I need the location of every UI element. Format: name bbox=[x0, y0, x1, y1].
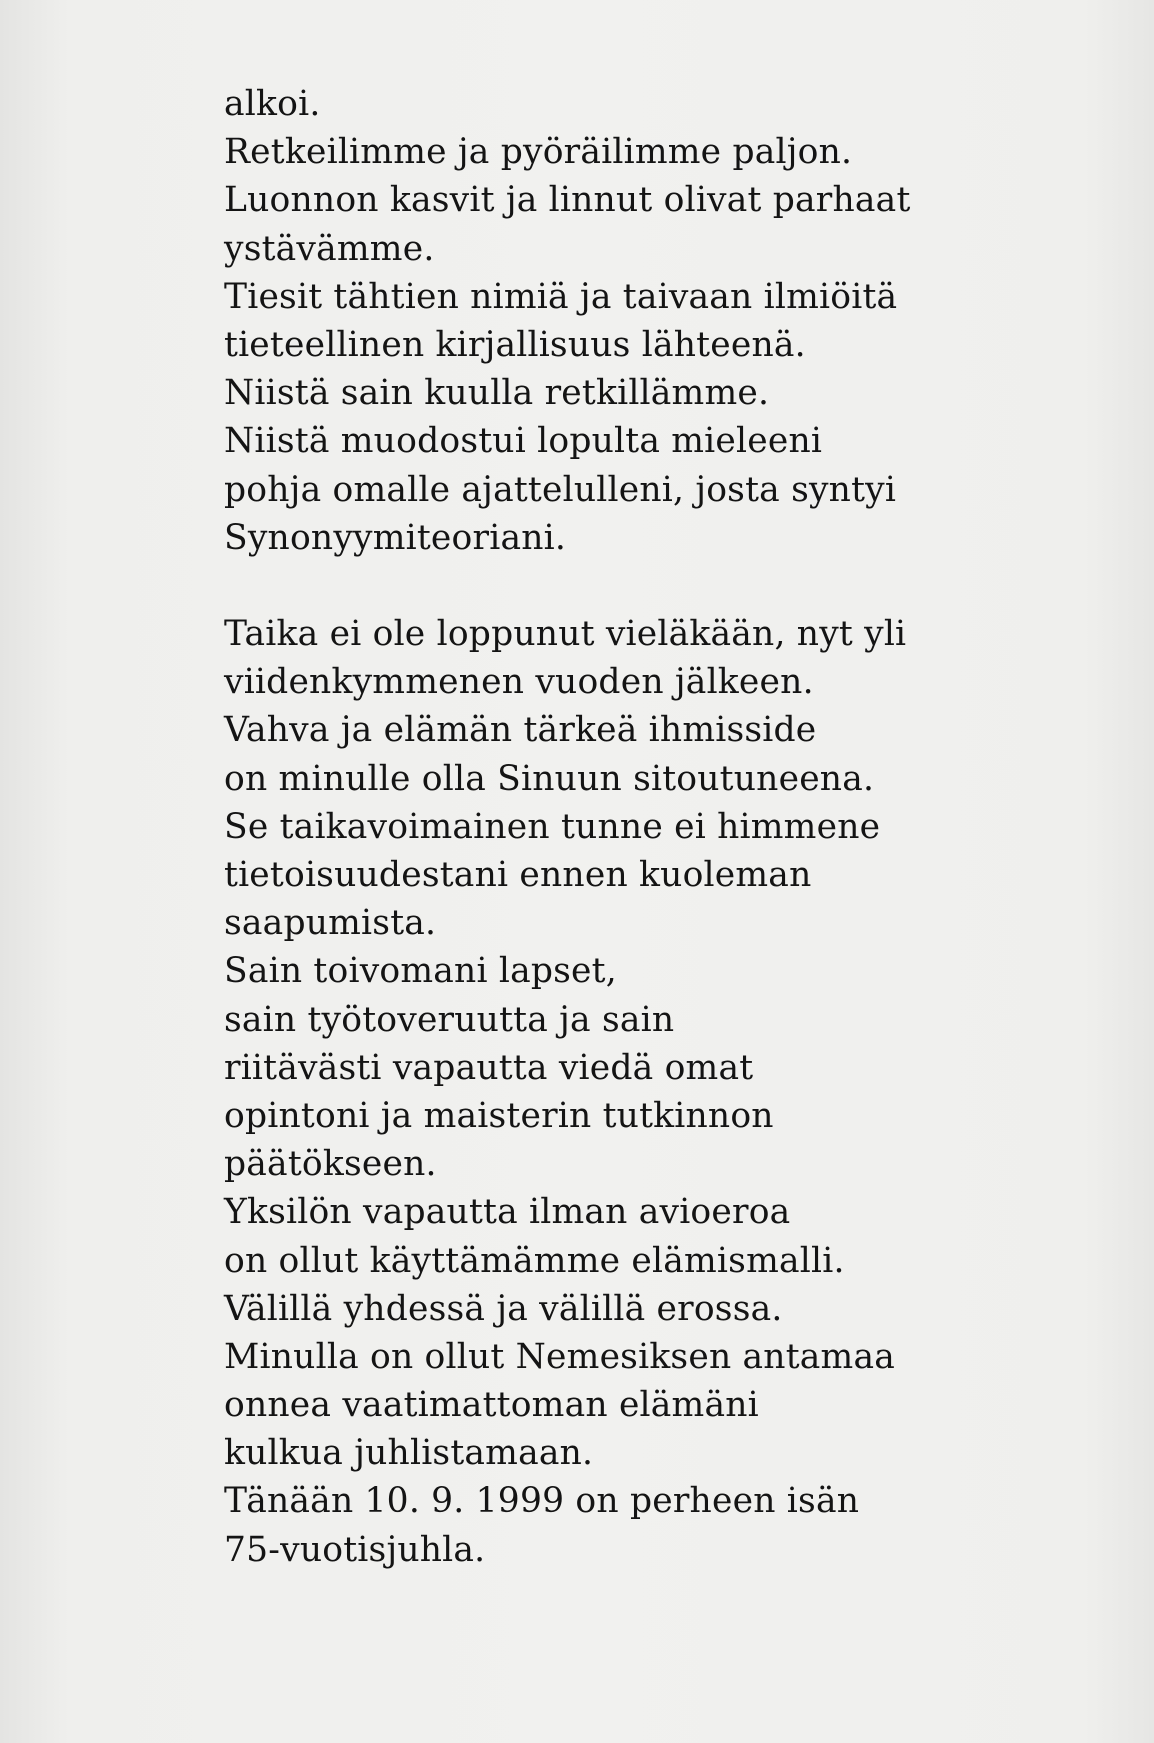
text-line: Tiesit tähtien nimiä ja taivaan ilmiöitä bbox=[224, 276, 898, 317]
text-line: Retkeilimme ja pyöräilimme paljon. bbox=[224, 132, 853, 173]
text-line: tietoisuudestani ennen kuoleman bbox=[224, 855, 812, 895]
text-line: Sain toivomani lapset, bbox=[224, 951, 617, 992]
text-line: sain työtoveruutta ja sain bbox=[224, 999, 675, 1040]
text-line: Tänään 10. 9. 1999 on perheen isän bbox=[224, 1481, 860, 1522]
text-line: on minulle olla Sinuun sitoutuneena. bbox=[224, 758, 875, 799]
text-line: Vahva ja elämän tärkeä ihmisside bbox=[224, 710, 817, 751]
text-line: 75-vuotisjuhla. bbox=[224, 1529, 486, 1570]
text-line: ystävämme. bbox=[224, 228, 435, 269]
text-line: päätökseen. bbox=[224, 1144, 437, 1185]
text-line: on ollut käyttämämme elämismalli. bbox=[224, 1240, 845, 1281]
text-line: Niistä sain kuulla retkillämme. bbox=[224, 373, 770, 414]
text-line: Minulla on ollut Nemesiksen antamaa bbox=[224, 1336, 896, 1377]
text-line: Se taikavoimainen tunne ei himmene bbox=[224, 806, 881, 847]
text-line: Niistä muodostui lopulta mieleeni bbox=[224, 421, 823, 462]
text-line: viidenkymmenen vuoden jälkeen. bbox=[224, 662, 814, 703]
text-line: Synonyymiteoriani. bbox=[224, 517, 567, 558]
poem-text bbox=[224, 80, 1024, 1574]
text-line: alkoi. bbox=[224, 84, 321, 124]
stanza-1 bbox=[224, 80, 1024, 562]
text-line: saapumista. bbox=[224, 903, 437, 944]
text-line: riitävästi vapautta viedä omat bbox=[224, 1047, 754, 1088]
stanza-gap bbox=[224, 562, 1024, 610]
text-line: onnea vaatimattoman elämäni bbox=[224, 1385, 759, 1426]
text-line: opintoni ja maisterin tutkinnon bbox=[224, 1095, 774, 1136]
text-line: Luonnon kasvit ja linnut olivat parhaat bbox=[224, 180, 911, 221]
text-line: Taika ei ole loppunut vieläkään, nyt yli bbox=[224, 614, 907, 655]
text-line: tieteellinen kirjallisuus lähteenä. bbox=[224, 324, 806, 365]
text-line: pohja omalle ajattelulleni, josta syntyi bbox=[224, 469, 897, 510]
text-line: Välillä yhdessä ja välillä erossa. bbox=[224, 1288, 783, 1329]
text-line: kulkua juhlistamaan. bbox=[224, 1433, 594, 1474]
stanza-2 bbox=[224, 610, 1024, 1574]
text-line: Yksilön vapautta ilman avioeroa bbox=[224, 1192, 791, 1233]
